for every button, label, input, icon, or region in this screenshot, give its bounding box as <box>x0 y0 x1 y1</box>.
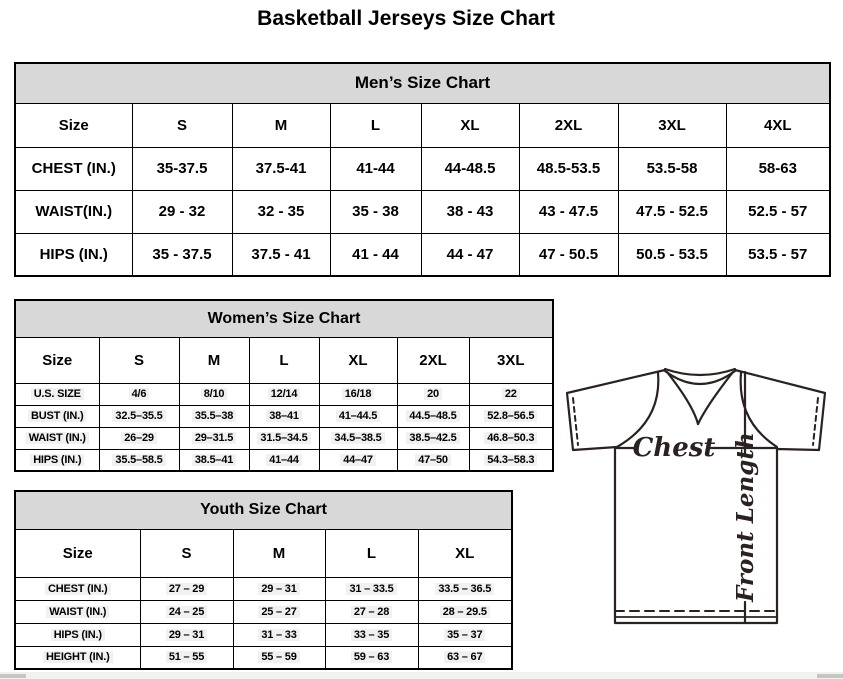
cell-text: 28 – 29.5 <box>440 606 490 618</box>
table-cell <box>325 646 418 669</box>
cell-text: 25 – 27 <box>258 606 299 618</box>
cell-text: 22 <box>502 388 520 400</box>
table-cell: 47.5 - 52.5 <box>618 190 726 233</box>
table-row <box>15 190 830 233</box>
youth-table-title: Youth Size Chart <box>15 491 512 529</box>
column-header: 3XL <box>618 103 726 147</box>
cell-text: 35 – 37 <box>444 629 485 641</box>
table-row <box>15 427 553 449</box>
table-cell <box>469 427 553 449</box>
table-cell: 44-48.5 <box>421 147 519 190</box>
row-label-text: HIPS (IN.) <box>51 629 105 641</box>
table-cell: 52.5 - 57 <box>726 190 830 233</box>
cell-text: 31 – 33 <box>258 629 299 641</box>
row-label <box>15 623 140 646</box>
cell-text: 38–41 <box>266 410 302 422</box>
table-cell: 38 - 43 <box>421 190 519 233</box>
table-cell <box>469 383 553 405</box>
row-label <box>15 577 140 600</box>
table-cell: 37.5-41 <box>232 147 330 190</box>
table-cell <box>397 383 469 405</box>
cell-text: 33 – 35 <box>351 629 392 641</box>
table-cell <box>140 600 233 623</box>
table-cell: 43 - 47.5 <box>519 190 618 233</box>
table-cell <box>319 383 397 405</box>
table-cell <box>99 449 179 471</box>
table-cell <box>179 427 249 449</box>
column-header: XL <box>421 103 519 147</box>
cell-text: 8/10 <box>201 388 228 400</box>
scrollbar-thumb-right[interactable] <box>817 674 843 678</box>
table-cell: 50.5 - 53.5 <box>618 233 726 276</box>
table-cell <box>397 405 469 427</box>
table-cell <box>319 427 397 449</box>
row-label-text: WAIST (IN.) <box>46 606 109 618</box>
cell-text: 46.8–50.3 <box>484 432 537 444</box>
cell-text: 31 – 33.5 <box>346 583 396 595</box>
table-cell <box>418 646 512 669</box>
youth-size-table <box>14 490 513 670</box>
cell-text: 38.5–41 <box>192 454 236 466</box>
cell-text: 54.3–58.3 <box>484 454 537 466</box>
column-header: M <box>179 337 249 383</box>
cell-text: 33.5 – 36.5 <box>435 583 494 595</box>
horizontal-scrollbar[interactable] <box>0 672 843 679</box>
cell-text: 16/18 <box>342 388 375 400</box>
mens-table-title: Men’s Size Chart <box>15 63 830 103</box>
cell-text: 27 – 29 <box>166 583 207 595</box>
table-cell <box>397 427 469 449</box>
cell-text: 44–47 <box>340 454 376 466</box>
column-header: L <box>249 337 319 383</box>
table-cell <box>179 449 249 471</box>
table-cell: 35 - 37.5 <box>132 233 232 276</box>
table-cell <box>249 383 319 405</box>
cell-text: 44.5–48.5 <box>406 410 459 422</box>
table-cell <box>397 449 469 471</box>
table-cell <box>249 449 319 471</box>
table-row <box>15 491 512 529</box>
cell-text: 24 – 25 <box>166 606 207 618</box>
row-label: WAIST(IN.) <box>15 190 132 233</box>
row-label-text: CHEST (IN.) <box>45 583 111 595</box>
table-cell: 47 - 50.5 <box>519 233 618 276</box>
jersey-outline-shape <box>567 370 825 623</box>
table-cell <box>469 405 553 427</box>
column-header: M <box>232 103 330 147</box>
column-header: 4XL <box>726 103 830 147</box>
cell-text: 4/6 <box>129 388 150 400</box>
row-label: HIPS (IN.) <box>15 233 132 276</box>
column-header: 3XL <box>469 337 553 383</box>
row-label <box>15 600 140 623</box>
table-row <box>15 337 553 383</box>
cell-text: 35.5–38 <box>192 410 236 422</box>
table-cell <box>418 577 512 600</box>
table-cell <box>469 449 553 471</box>
table-cell <box>325 600 418 623</box>
table-cell <box>319 449 397 471</box>
table-cell: 29 - 32 <box>132 190 232 233</box>
row-label: CHEST (IN.) <box>15 147 132 190</box>
row-label <box>15 449 99 471</box>
cell-text: 26–29 <box>121 432 157 444</box>
cell-text: 31.5–34.5 <box>257 432 310 444</box>
row-label-text: HEIGHT (IN.) <box>43 651 113 663</box>
column-header: S <box>132 103 232 147</box>
table-cell: 53.5 - 57 <box>726 233 830 276</box>
cell-text: 34.5–38.5 <box>331 432 384 444</box>
table-cell: 32 - 35 <box>232 190 330 233</box>
front-length-measurement-label: Front Length <box>732 432 759 602</box>
cell-text: 51 – 55 <box>166 651 207 663</box>
column-header: 2XL <box>519 103 618 147</box>
cell-text: 20 <box>424 388 442 400</box>
table-cell <box>140 577 233 600</box>
table-row <box>15 623 512 646</box>
row-label <box>15 405 99 427</box>
cell-text: 35.5–58.5 <box>112 454 165 466</box>
table-cell <box>140 646 233 669</box>
table-cell <box>99 405 179 427</box>
table-cell: 35 - 38 <box>330 190 421 233</box>
jersey-measurement-diagram <box>555 355 843 630</box>
table-cell: 58-63 <box>726 147 830 190</box>
table-row <box>15 63 830 103</box>
column-header: XL <box>319 337 397 383</box>
table-cell <box>233 577 325 600</box>
table-cell: 53.5-58 <box>618 147 726 190</box>
table-row <box>15 300 553 337</box>
table-cell <box>140 623 233 646</box>
column-header: S <box>140 529 233 577</box>
cell-text: 29 – 31 <box>166 629 207 641</box>
table-row <box>15 646 512 669</box>
table-cell <box>179 383 249 405</box>
womens-size-table <box>14 299 554 472</box>
cell-text: 52.8–56.5 <box>484 410 537 422</box>
table-cell: 37.5 - 41 <box>232 233 330 276</box>
table-cell <box>99 427 179 449</box>
table-row <box>15 147 830 190</box>
cell-text: 41–44.5 <box>336 410 380 422</box>
cell-text: 27 – 28 <box>351 606 392 618</box>
column-header: 2XL <box>397 337 469 383</box>
row-label <box>15 646 140 669</box>
column-header: L <box>325 529 418 577</box>
cell-text: 32.5–35.5 <box>112 410 165 422</box>
cell-text: 63 – 67 <box>444 651 485 663</box>
table-row <box>15 383 553 405</box>
cell-text: 55 – 59 <box>258 651 299 663</box>
table-row <box>15 103 830 147</box>
chest-measurement-label: Chest <box>632 433 716 463</box>
row-label <box>15 427 99 449</box>
cell-text: 38.5–42.5 <box>406 432 459 444</box>
table-row <box>15 405 553 427</box>
table-cell <box>179 405 249 427</box>
table-cell <box>233 646 325 669</box>
table-cell <box>418 600 512 623</box>
cell-text: 47–50 <box>415 454 451 466</box>
column-header: Size <box>15 103 132 147</box>
table-cell <box>418 623 512 646</box>
cell-text: 29–31.5 <box>192 432 236 444</box>
column-header: Size <box>15 529 140 577</box>
table-cell <box>99 383 179 405</box>
column-header: XL <box>418 529 512 577</box>
row-label-text: WAIST (IN.) <box>26 432 89 444</box>
table-cell: 48.5-53.5 <box>519 147 618 190</box>
table-cell <box>325 577 418 600</box>
cell-text: 12/14 <box>268 388 301 400</box>
row-label-text: U.S. SIZE <box>31 388 84 400</box>
scrollbar-thumb-left[interactable] <box>0 674 26 678</box>
cell-text: 29 – 31 <box>258 583 299 595</box>
table-cell <box>233 600 325 623</box>
table-row <box>15 449 553 471</box>
mens-size-table <box>14 62 831 277</box>
table-cell: 35-37.5 <box>132 147 232 190</box>
table-cell <box>319 405 397 427</box>
table-cell <box>249 427 319 449</box>
column-header: M <box>233 529 325 577</box>
table-cell: 44 - 47 <box>421 233 519 276</box>
table-cell <box>325 623 418 646</box>
cell-text: 59 – 63 <box>351 651 392 663</box>
row-label-text: HIPS (IN.) <box>30 454 84 466</box>
cell-text: 41–44 <box>266 454 302 466</box>
column-header: L <box>330 103 421 147</box>
womens-table-title: Women’s Size Chart <box>15 300 553 337</box>
table-cell: 41-44 <box>330 147 421 190</box>
row-label <box>15 383 99 405</box>
table-cell <box>249 405 319 427</box>
table-row <box>15 600 512 623</box>
column-header: Size <box>15 337 99 383</box>
table-row <box>15 529 512 577</box>
page-title: Basketball Jerseys Size Chart <box>257 7 555 30</box>
table-row <box>15 577 512 600</box>
table-row <box>15 233 830 276</box>
column-header: S <box>99 337 179 383</box>
row-label-text: BUST (IN.) <box>28 410 86 422</box>
table-cell <box>233 623 325 646</box>
table-cell: 41 - 44 <box>330 233 421 276</box>
